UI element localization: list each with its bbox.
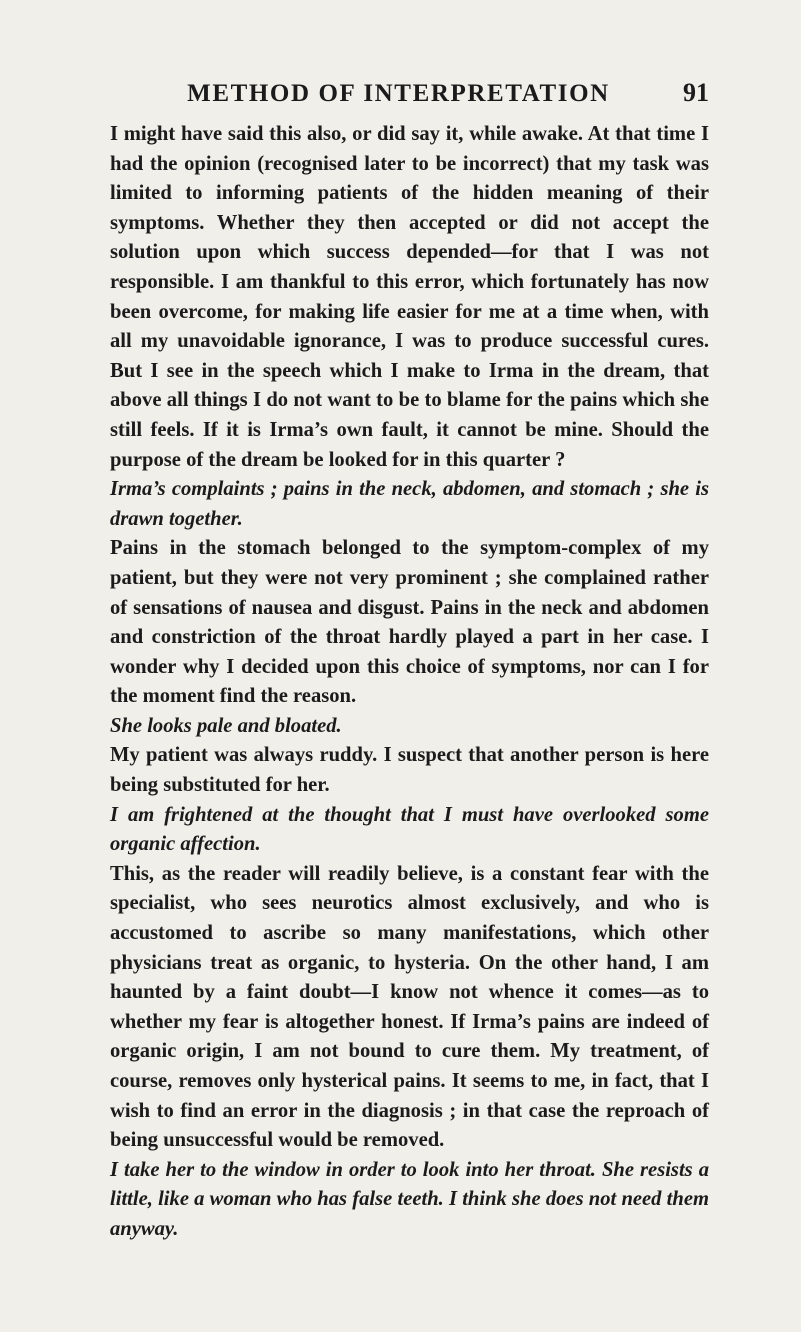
dream-excerpt-2: She looks pale and bloated. xyxy=(110,714,342,737)
paragraph-1: I might have said this also, or did say it, while awake. At that time I had the opinion (recognised later to be incorrect) that my task was limited to informing patients of the hidden meaning of their symptoms. Whether they then accepted or did not accept the solution upon which success depended—for that I was not responsible. I am thankful to this error, which fortunately has now been overcome, for making life easier for me at a time when, with all my unavoidable ignorance, I was to produce successful cures. But I see in the speech which I make to Irma in the dream, that above all things I do not want to be to blame for the pains which she still feels. If it is Irma’s own fault, it cannot be mine. Should the purpose of the dream be looked for in this quarter ? xyxy=(110,123,709,471)
paragraph-3: My patient was always ruddy. I suspect that another person is here being substituted for her. xyxy=(110,744,709,797)
dream-excerpt-1: Irma’s complaints ; pains in the neck, abdomen, and stomach ; she is drawn together. xyxy=(110,478,709,530)
dream-excerpt-4: I take her to the window in order to look into her throat. She resists a little, like a woman who has false teeth. I think she does not need them anyway. xyxy=(110,1158,709,1240)
paragraph-4: This, as the reader will readily believe, is a constant fear with the specialist, who sees neurotics almost exclusively, and who is accustomed to ascribe so many manifestations, which other physicians treat as organic, to hysteria. On the other hand, I am haunted by a faint doubt—I know not whence it comes—as to whether my fear is altogether honest. If Irma’s pains are indeed of organic origin, I am not bound to cure them. My treatment, of course, removes only hysterical pains. It seems to me, in fact, that I wish to find an error in the diagnosis ; in that case the reproach of being unsuccessful would be removed. xyxy=(110,862,709,1152)
paragraph-2: Pains in the stomach belonged to the symptom-complex of my patient, but they were not very prominent ; she complained rather of sensations of nausea and disgust. Pains in the neck and abdomen and constriction of the throat hardly played a part in her case. I wonder why I decided upon this choice of symptoms, nor can I for the moment find the reason. xyxy=(110,537,709,708)
body-text xyxy=(110,120,709,1245)
page-number: 91 xyxy=(683,78,709,107)
dream-excerpt-3: I am frightened at the thought that I must have overlooked some organic affection. xyxy=(110,803,709,856)
chapter-title: METHOD OF INTERPRETATION xyxy=(187,80,610,107)
running-head xyxy=(110,78,709,118)
